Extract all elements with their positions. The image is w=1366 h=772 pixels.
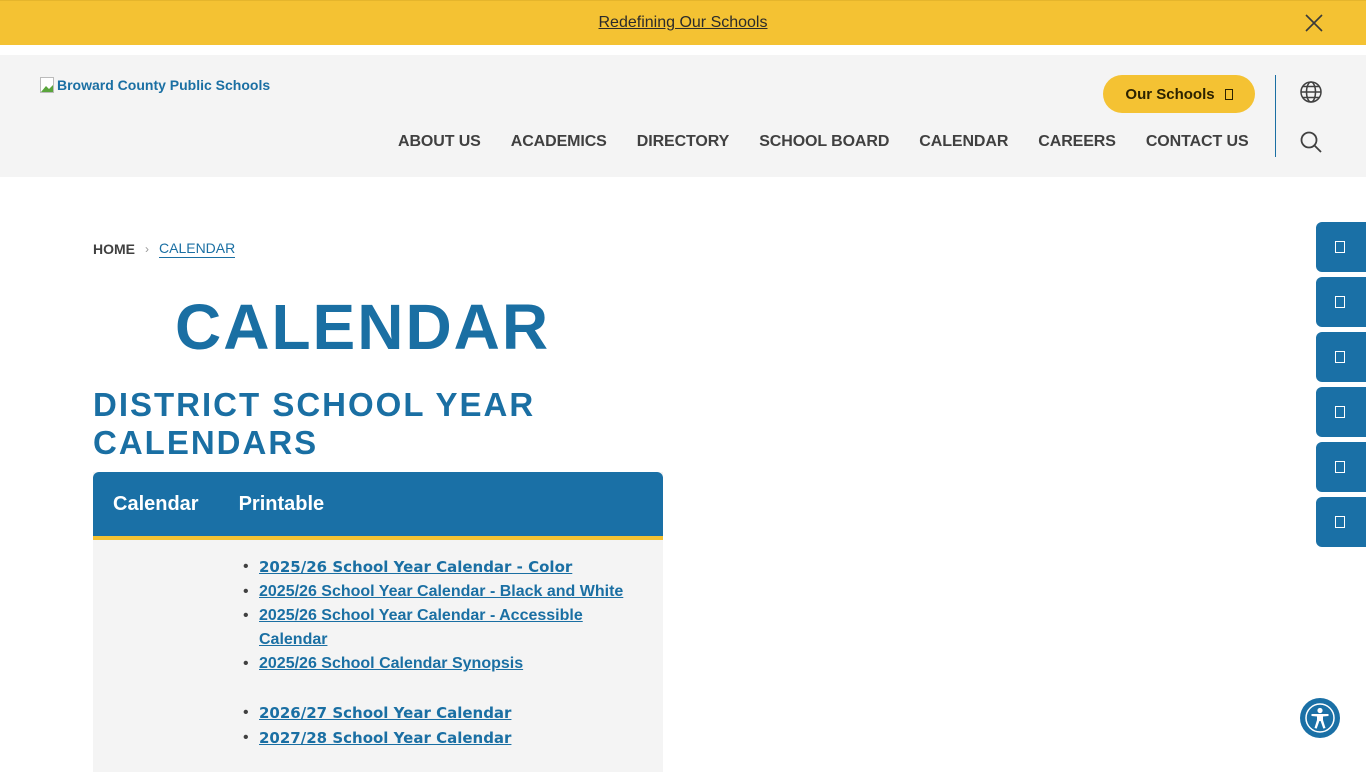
logo[interactable] [40,77,270,93]
calendar-link-2025-26-accessible[interactable]: 2025/26 School Year Calendar - Accessible Calendar [259,607,583,648]
table-header [93,472,663,540]
section-title: DISTRICT SCHOOL YEAR CALENDARS [93,386,536,461]
list-spacer [259,676,649,701]
list-item [259,604,649,652]
calendar-link-2025-26-black-white[interactable]: 2025/26 School Year Calendar - Black and White [259,583,624,600]
list-item [259,580,649,604]
calendar-table [93,472,663,772]
side-tab-6[interactable] [1316,497,1366,547]
side-tab-2[interactable] [1316,277,1366,327]
side-tab-1[interactable] [1316,222,1366,272]
nav-school-board[interactable]: SCHOOL BOARD [759,133,890,150]
our-schools-label: Our Schools [1125,85,1215,103]
our-schools-button[interactable] [1103,75,1255,113]
unrendered-glyph-icon [1335,351,1345,363]
calendar-link-2027-28[interactable]: 2027/28 School Year Calendar [259,729,512,747]
calendar-links-list [259,555,649,751]
calendar-link-2026-27[interactable]: 2026/27 School Year Calendar [259,704,512,722]
header-divider [1275,75,1276,157]
site-header [0,55,1366,177]
alert-link[interactable]: Redefining Our Schools [598,14,768,31]
unrendered-glyph-icon [1335,241,1345,253]
unrendered-glyph-icon [1335,516,1345,528]
side-tab-4[interactable] [1316,387,1366,437]
side-tab-5[interactable] [1316,442,1366,492]
main-nav [383,133,1264,151]
calendar-link-2025-26-color[interactable]: 2025/26 School Year Calendar - Color [259,558,573,576]
page-title: CALENDAR [175,291,551,363]
accessibility-icon [1305,703,1335,733]
nav-directory[interactable]: DIRECTORY [636,133,730,150]
unrendered-glyph-icon [1335,461,1345,473]
list-item [259,726,649,751]
nav-academics[interactable]: ACADEMICS [510,133,607,150]
accessibility-button[interactable] [1300,698,1340,738]
breadcrumb [93,240,235,258]
nav-contact-us[interactable]: CONTACT US [1145,133,1249,150]
list-item [259,652,649,676]
alert-bar [0,0,1366,45]
calendar-link-2025-26-synopsis[interactable]: 2025/26 School Calendar Synopsis [259,655,524,672]
broken-image-icon [40,77,56,93]
logo-alt-text: Broward County Public Schools [57,77,271,93]
unrendered-glyph-icon [1335,296,1345,308]
nav-about-us[interactable]: ABOUT US [398,133,481,150]
search-icon[interactable] [1299,130,1323,154]
list-item [259,701,649,726]
breadcrumb-current[interactable]: CALENDAR [159,240,236,256]
chevron-right-icon: › [145,242,149,256]
globe-icon[interactable] [1299,80,1323,104]
close-icon[interactable] [1304,13,1324,33]
chevron-icon [1225,89,1233,100]
nav-careers[interactable]: CAREERS [1038,133,1116,150]
column-header-printable: Printable [238,492,325,515]
list-item [259,555,649,580]
breadcrumb-home[interactable]: HOME [93,241,135,257]
column-header-calendar: Calendar [113,492,199,515]
side-quick-links [1316,222,1366,552]
nav-calendar[interactable]: CALENDAR [919,133,1009,150]
unrendered-glyph-icon [1335,406,1345,418]
side-tab-3[interactable] [1316,332,1366,382]
